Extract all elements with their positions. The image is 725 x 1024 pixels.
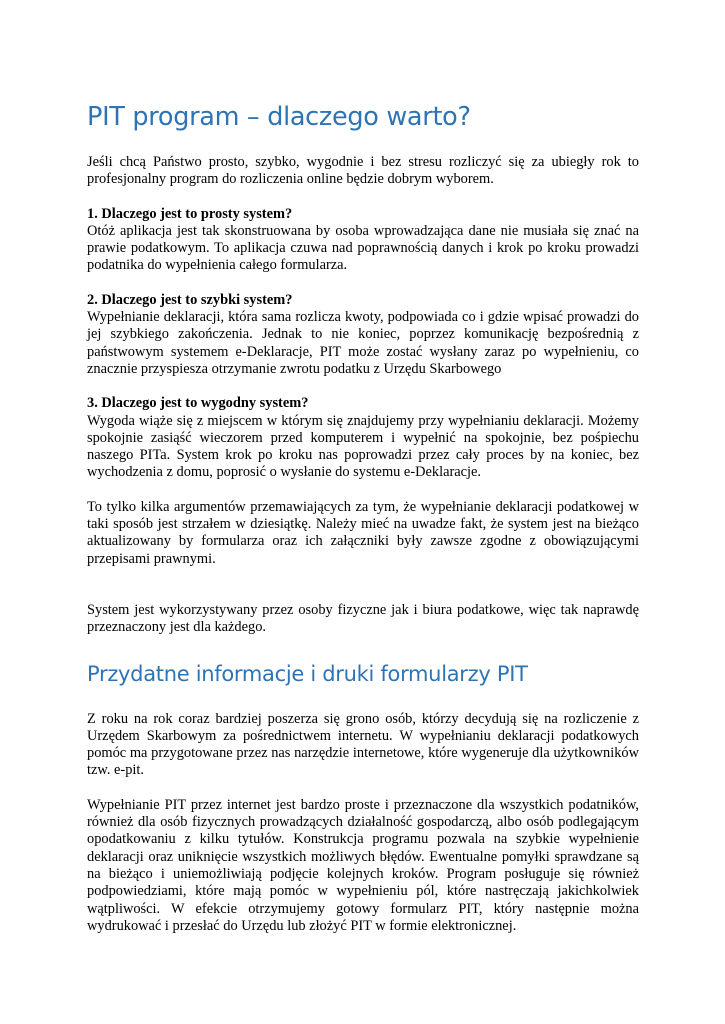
- section-simple: [87, 206, 639, 275]
- section-title: 2. Dlaczego jest to szybki system?: [87, 291, 293, 308]
- section-convenient: [87, 395, 639, 481]
- intro-paragraph: Jeśli chcą Państwo prosto, szybko, wygodnie i bez stresu rozliczyć się za ubiegły rok to profesjonalny program do rozliczenia online będzie dobrym wyborem.: [87, 154, 639, 188]
- secondary-heading: Przydatne informacje i druki formularzy PIT: [87, 661, 528, 686]
- spacer: [87, 585, 639, 602]
- info-paragraph-2: Wypełnianie PIT przez internet jest bardzo proste i przeznaczone dla wszystkich podatników, również dla osób fizycznych prowadzących działalność gospodarczą, albo osób podlegającym opodatkowaniu z kilku tytułów. Konstrukcja programu pozwala na szybkie wypełnienie deklaracji oraz uniknięcie wszystkich możliwych błędów. Ewentualne pomyłki sprawdzane są na bieżąco i uniemożliwiają podjęcie kolejnych kroków. Program posługuje się również podpowiedziami, które mają pomóc w wypełnieniu pól, które nastręczają jakichkolwiek wątpliwości. W efekcie otrzymujemy gotowy formularz PIT, który następnie można wydrukować i przesłać do Urzędu lub złożyć PIT w formie elektronicznej.: [87, 796, 639, 934]
- document-content: [87, 100, 639, 952]
- info-paragraph-1: Z roku na rok coraz bardziej poszerza się grono osób, którzy decydują się na rozliczenie z Urzędem Skarbowym za pośrednictwem internetu. W wypełnianiu deklaracji podatkowych pomóc ma przygotowane przez nas narzędzie internetowe, które wygeneruje dla użytkowników tzw. e-pit.: [87, 710, 639, 779]
- main-heading: PIT program – dlaczego warto?: [87, 102, 471, 132]
- summary-paragraph: To tylko kilka argumentów przemawiających za tym, że wypełnianie deklaracji podatkowej w taki sposób jest strzałem w dziesiątkę. Należy mieć na uwadze fakt, że system jest na bieżąco aktualizowany by formularza oraz ich załączniki były zawsze zgodne z obowiązującymi przepisami prawnymi.: [87, 498, 639, 567]
- audience-paragraph: System jest wykorzystywany przez osoby fizyczne jak i biura podatkowe, więc tak naprawdę przeznaczony jest dla każdego.: [87, 601, 639, 636]
- section-title: 3. Dlaczego jest to wygodny system?: [87, 395, 309, 412]
- section-fast: [87, 292, 639, 378]
- section-body: Wypełnianie deklaracji, która sama rozlicza kwoty, podpowiada co i gdzie wpisać prowadzi do jej szybkiego zakończenia. Jednak to nie koniec, poprzez komunikację bezpośrednią z państwowym systemem e-Deklaracje, PIT może zostać wysłany zaraz po wypełnieniu, co znacznie przyspiesza otrzymanie zwrotu podatku z Urzędu Skarbowego: [87, 309, 639, 377]
- section-title: 1. Dlaczego jest to prosty system?: [87, 205, 293, 222]
- section-body: Otóż aplikacja jest tak skonstruowana by osoba wprowadzająca dane nie musiała się znać na prawie podatkowym. To aplikacja czuwa nad poprawnością danych i krok po kroku prowadzi podatnika do wypełnienia całego formularza.: [87, 222, 639, 274]
- section-body: Wygoda wiąże się z miejscem w którym się znajdujemy przy wypełnianiu deklaracji. Możemy spokojnie zasiąść wieczorem przed komputerem i wypełnić na spokojnie, bez pośpiechu naszego PITa. System krok po kroku nas poprowadzi przez cały proces by na koniec, bez wychodzenia z domu, poprosić o wysłanie do systemu e-Deklaracje.: [87, 412, 639, 481]
